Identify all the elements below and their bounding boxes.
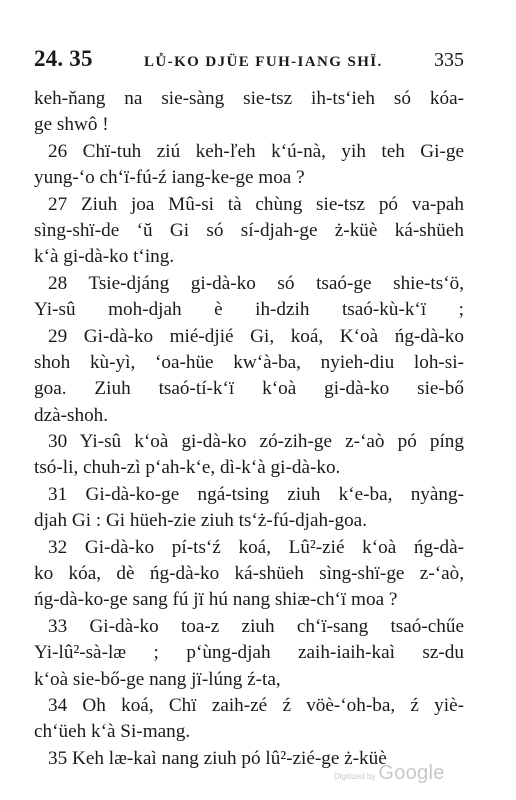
google-watermark <box>334 762 445 785</box>
text-line: tsó-li, chuh-zì p‘ah-k‘e, dì-k‘à gi-dà-ko. <box>34 457 341 479</box>
text-line: sìng-shï-de ‘ŭ Gi só sí-djah-ge ż-küè ká-shüeh <box>34 219 464 241</box>
text-line: shoh kù-yì, ‘oa-hüe kw‘à-ba, nyieh-diu loh-si- <box>34 351 464 373</box>
text-line: 30 Yi-sû k‘oà gi-dà-ko zó-zih-ge z-‘aò pó píng <box>48 431 464 453</box>
book-title: LŮ-KO DJÜE FUH-IANG SHÏ. <box>144 54 383 70</box>
running-header <box>34 46 464 74</box>
text-line: 28 Tsie-djáng gi-dà-ko só tsaó-ge shie-ts‘ö, <box>48 272 464 294</box>
text-line: Yi-lû²-sà-læ ; p‘ùng-djah zaih-iaih-kaì sz-du <box>34 642 464 664</box>
scripture-text <box>34 86 464 772</box>
google-logo: Google <box>378 762 445 784</box>
watermark-prefix: Digitized by <box>334 772 376 781</box>
text-line: 26 Chï-tuh ziú keh-ľeh k‘ú-nà, yih teh Gi-ge <box>48 140 464 162</box>
text-line: yung-‘o ch‘ï-fú-ź iang-ke-ge moa ? <box>34 167 305 189</box>
text-line: 34 Oh koá, Chï zaih-zé ź vöè-‘oh-ba, ź yiè- <box>48 694 464 716</box>
text-line: goa. Ziuh tsaó-tí-k‘ï k‘oà gi-dà-ko sie-bő <box>34 378 464 400</box>
text-line: Yi-sû moh-djah è ih-dzih tsaó-kù-k‘ï ; <box>34 299 464 321</box>
text-line: 35 Keh læ-kaì nang ziuh pó lû²-zié-ge ż-küè <box>48 747 387 769</box>
text-line: 29 Gi-dà-ko mié-djié Gi, koá, K‘oà ńg-dà-ko <box>48 325 464 347</box>
text-line: 27 Ziuh joa Mû-si tà chùng sie-tsz pó va-pah <box>48 193 464 215</box>
text-line: ch‘üeh k‘à Si-mang. <box>34 721 191 743</box>
text-line: ge shwô ! <box>34 114 109 136</box>
text-line: 33 Gi-dà-ko toa-z ziuh ch‘ï-sang tsaó-chűe <box>48 615 464 637</box>
text-line: k‘à gi-dà-ko t‘ing. <box>34 246 175 268</box>
text-line: 32 Gi-dà-ko pí-ts‘ź koá, Lû²-zié k‘oà ńg-dà- <box>48 536 464 558</box>
text-line: dzà-shoh. <box>34 404 109 426</box>
text-line: 31 Gi-dà-ko-ge ngá-tsing ziuh k‘e-ba, nyàng- <box>48 483 464 505</box>
text-line: ńg-dà-ko-ge sang fú jï hú nang shiæ-ch‘ï moa ? <box>34 589 398 611</box>
page-number: 335 <box>433 49 464 71</box>
chapter-verse-ref: 24. 35 <box>34 46 93 71</box>
text-line: ko kóa, dè ńg-dà-ko ká-shüeh sìng-shï-ge z-‘aò, <box>34 563 464 585</box>
text-line: keh-ňang na sie-sàng sie-tsz ih-ts‘ieh só kóa- <box>34 88 464 109</box>
text-line: k‘oà sie-bő-ge nang jï-lúng ź-ta, <box>34 668 281 690</box>
text-line: djah Gi : Gi hüeh-zie ziuh ts‘ż-fú-djah-goa. <box>34 510 367 532</box>
